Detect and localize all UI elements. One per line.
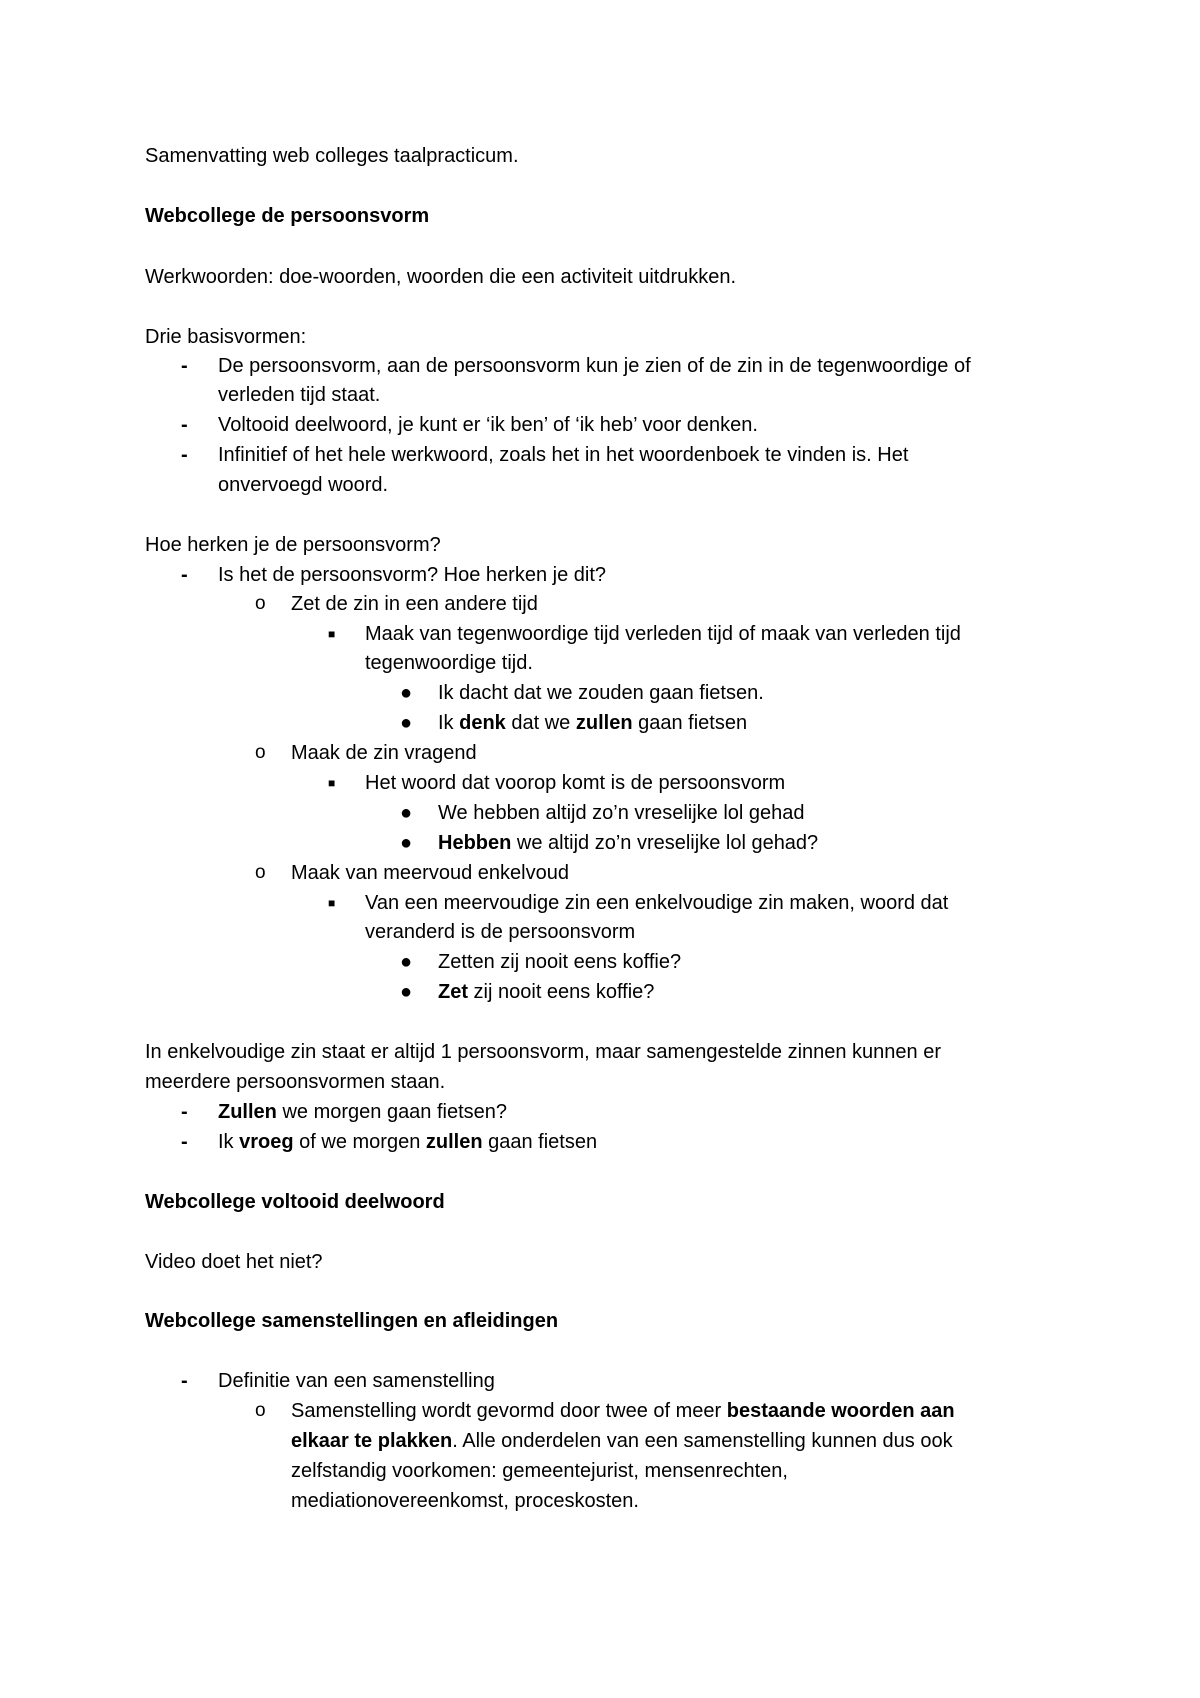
circle-marker: o — [255, 1400, 266, 1421]
bullet-marker: ● — [400, 832, 413, 854]
circle-marker: o — [255, 862, 266, 883]
sub-list-item: Zet de zin in een andere tijd — [291, 593, 538, 615]
example-item: Zet zij nooit eens koffie? — [438, 981, 655, 1003]
bullet-marker: ● — [400, 981, 413, 1003]
paragraph-herkennen: Hoe herken je de persoonsvorm? — [145, 534, 441, 556]
paragraph-enkelvoudig-continuation: meerdere persoonsvormen staan. — [145, 1071, 446, 1093]
list-item: Voltooid deelwoord, je kunt er ‘ik ben’ of ‘ik heb’ voor denken. — [218, 414, 758, 436]
list-item: Ik vroeg of we morgen zullen gaan fietsen — [218, 1131, 598, 1153]
sub-sub-list-item: Van een meervoudige zin een enkelvoudige zin maken, woord dat — [365, 892, 949, 914]
paragraph-basisvormen: Drie basisvormen: — [145, 326, 307, 348]
bullet-marker: ● — [400, 682, 413, 704]
list-item-continuation: onvervoegd woord. — [218, 474, 389, 496]
paragraph-video: Video doet het niet? — [145, 1251, 323, 1273]
sub-list-item: Samenstelling wordt gevormd door twee of meer bestaande woorden aan — [291, 1400, 955, 1422]
paragraph-enkelvoudig: In enkelvoudige zin staat er altijd 1 persoonsvorm, maar samengestelde zinnen kunnen er — [145, 1041, 942, 1063]
dash-marker: - — [181, 564, 188, 586]
list-item-continuation: verleden tijd staat. — [218, 384, 381, 406]
square-marker: ■ — [328, 627, 336, 641]
bullet-marker: ● — [400, 951, 413, 973]
dash-marker: - — [181, 414, 188, 436]
square-marker: ■ — [328, 776, 336, 790]
sub-list-item-continuation: zelfstandig voorkomen: gemeentejurist, mensenrechten, — [291, 1460, 788, 1482]
sub-list-item: Maak van meervoud enkelvoud — [291, 862, 569, 884]
dash-marker: - — [181, 444, 188, 466]
dash-marker: - — [181, 1131, 188, 1153]
example-item: Ik dacht dat we zouden gaan fietsen. — [438, 682, 764, 704]
sub-sub-list-item-continuation: tegenwoordige tijd. — [365, 652, 533, 674]
circle-marker: o — [255, 742, 266, 763]
heading-samenstellingen: Webcollege samenstellingen en afleidingen — [145, 1310, 559, 1332]
square-marker: ■ — [328, 896, 336, 910]
dash-marker: - — [181, 1101, 188, 1123]
list-item: Infinitief of het hele werkwoord, zoals het in het woordenboek te vinden is. Het — [218, 444, 909, 466]
bullet-marker: ● — [400, 712, 413, 734]
list-item: De persoonsvorm, aan de persoonsvorm kun je zien of de zin in de tegenwoordige of — [218, 355, 971, 377]
sub-sub-list-item-continuation: veranderd is de persoonsvorm — [365, 921, 636, 943]
example-item: Hebben we altijd zo’n vreselijke lol gehad? — [438, 832, 819, 854]
sub-list-item-continuation: elkaar te plakken. Alle onderdelen van een samenstelling kunnen dus ook — [291, 1430, 953, 1452]
paragraph-werkwoorden: Werkwoorden: doe-woorden, woorden die een activiteit uitdrukken. — [145, 266, 737, 288]
bullet-marker: ● — [400, 802, 413, 824]
dash-marker: - — [181, 355, 188, 377]
sub-sub-list-item: Maak van tegenwoordige tijd verleden tijd of maak van verleden tijd — [365, 623, 961, 645]
sub-list-item-continuation: mediationovereenkomst, proceskosten. — [291, 1490, 639, 1512]
example-item: We hebben altijd zo’n vreselijke lol gehad — [438, 802, 805, 824]
heading-voltooid-deelwoord: Webcollege voltooid deelwoord — [145, 1191, 445, 1213]
sub-sub-list-item: Het woord dat voorop komt is de persoonsvorm — [365, 772, 786, 794]
sub-list-item: Maak de zin vragend — [291, 742, 477, 764]
list-item: Definitie van een samenstelling — [218, 1370, 495, 1392]
list-item: Zullen we morgen gaan fietsen? — [218, 1101, 508, 1123]
dash-marker: - — [181, 1370, 188, 1392]
circle-marker: o — [255, 593, 266, 614]
heading-persoonsvorm: Webcollege de persoonsvorm — [145, 205, 430, 227]
example-item: Ik denk dat we zullen gaan fietsen — [438, 712, 748, 734]
example-item: Zetten zij nooit eens koffie? — [438, 951, 682, 973]
list-item: Is het de persoonsvorm? Hoe herken je dit? — [218, 564, 606, 586]
document-title: Samenvatting web colleges taalpracticum. — [145, 145, 519, 167]
